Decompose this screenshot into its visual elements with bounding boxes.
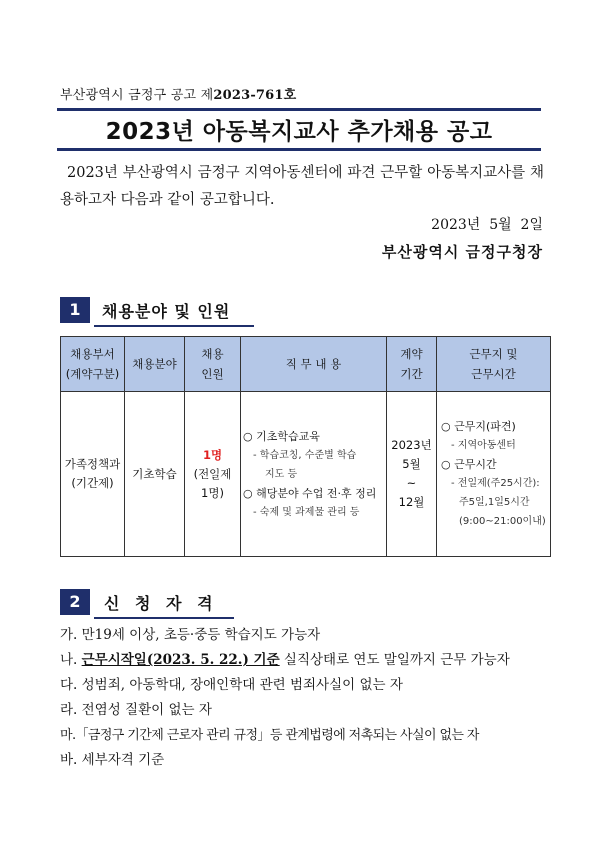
qual-2-rest: 실직상태로 연도 말일까지 근무 가능자 (279, 652, 510, 668)
notice-number-suffix: 호 (283, 88, 297, 103)
cell-period (387, 392, 437, 557)
cell-count-value: 1명 (202, 447, 223, 462)
place-item-1-sub: - 지역아동센터 (451, 440, 516, 451)
place-item-2-sub-line2: 주5일,1일5시간 (459, 497, 530, 508)
cell-dept-line2: (기간제) (71, 476, 114, 490)
qual-2-prefix: 나. (60, 652, 82, 668)
header-period-line1: 계약 (400, 347, 423, 361)
list-item (60, 648, 550, 673)
header-dept-line1: 채용부서 (70, 347, 115, 361)
title-rule-bottom (57, 148, 541, 151)
qualification-list (60, 623, 550, 773)
qual-2-highlight: 근무시작일(2023. 5. 22.) 기준 (81, 652, 280, 668)
list-item: 가. 만19세 이상, 초등·중등 학습지도 가능자 (60, 627, 321, 643)
cell-period-line4: 12월 (398, 495, 425, 509)
header-place (437, 337, 551, 392)
cell-period-line3: ~ (406, 476, 417, 490)
duty-item-2-sub: - 숙제 및 과제물 관리 등 (253, 506, 360, 518)
recruitment-table (60, 336, 551, 557)
header-period (387, 337, 437, 392)
notice-date: 2023년 5월 2일 (431, 217, 543, 233)
list-item: 라. 전염성 질환이 없는 자 (60, 702, 212, 718)
list-item: 다. 성범죄, 아동학대, 장애인학대 관련 범죄사실이 없는 자 (60, 677, 403, 693)
cell-period-line1: 2023년 (391, 438, 432, 452)
header-dept (61, 337, 125, 392)
cell-period-line2: 5월 (402, 457, 421, 471)
intro-paragraph: 2023년 부산광역시 금정구 지역아동센터에 파견 근무할 아동복지교사를 채용하고자 다음과 같이 공고합니다. (60, 165, 544, 208)
table-row (61, 392, 551, 557)
cell-count (185, 392, 241, 557)
cell-duty (241, 392, 387, 557)
cell-place (437, 392, 551, 557)
header-dept-line2: (계약구분) (65, 367, 120, 381)
section-1-title: 채용분야 및 인원 (102, 302, 231, 321)
issuer: 부산광역시 금정구청장 (381, 243, 543, 261)
notice-number-bold: 2023-761 (213, 88, 284, 103)
cell-field: 기초학습 (125, 392, 185, 557)
place-item-2-sub-line1: - 전일제(주25시간): (451, 478, 540, 489)
header-count-line2: 인원 (201, 367, 224, 381)
cell-count-note-line1: (전일제 (193, 466, 232, 481)
section-2-number: 2 (60, 589, 90, 615)
place-item-1: ○ 근무지(파견) (441, 420, 516, 433)
section-2-underline (94, 617, 234, 619)
header-period-line2: 기간 (400, 367, 423, 381)
table-header-row (61, 337, 551, 392)
cell-dept (61, 392, 125, 557)
title-rule-top (57, 108, 541, 111)
place-item-2: ○ 근무시간 (441, 458, 497, 471)
section-2-title: 신 청 자 격 (104, 594, 218, 613)
section-1-underline (94, 325, 254, 327)
duty-item-1: ○ 기초학습교육 (243, 429, 320, 443)
header-place-line2: 근무시간 (471, 367, 516, 381)
notice-number (60, 84, 296, 103)
list-item: 바. 세부자격 기준 (60, 752, 165, 768)
section-1-number: 1 (60, 297, 90, 323)
notice-number-prefix: 부산광역시 금정구 공고 제 (60, 88, 214, 103)
header-count-line1: 채용 (201, 347, 224, 361)
cell-dept-line1: 가족정책과 (64, 457, 121, 471)
duty-item-2: ○ 해당분야 수업 전·후 정리 (243, 486, 377, 500)
header-field: 채용분야 (125, 337, 185, 392)
cell-count-note-line2: 1명) (201, 485, 224, 500)
page-title: 2023년 아동복지교사 추가채용 공고 (105, 119, 493, 145)
place-item-2-sub-line3: (9:00~21:00이내) (459, 516, 546, 527)
duty-item-1-sub-line1: - 학습코칭, 수준별 학습 (253, 449, 357, 461)
header-count (185, 337, 241, 392)
list-item: 마.「금정구 기간제 근로자 관리 규정」등 관계법령에 저촉되는 사실이 없는 자 (60, 728, 479, 743)
duty-item-1-sub-line2: 지도 등 (265, 468, 298, 480)
header-duty: 직 무 내 용 (241, 337, 387, 392)
header-place-line1: 근무지 및 (469, 347, 518, 361)
